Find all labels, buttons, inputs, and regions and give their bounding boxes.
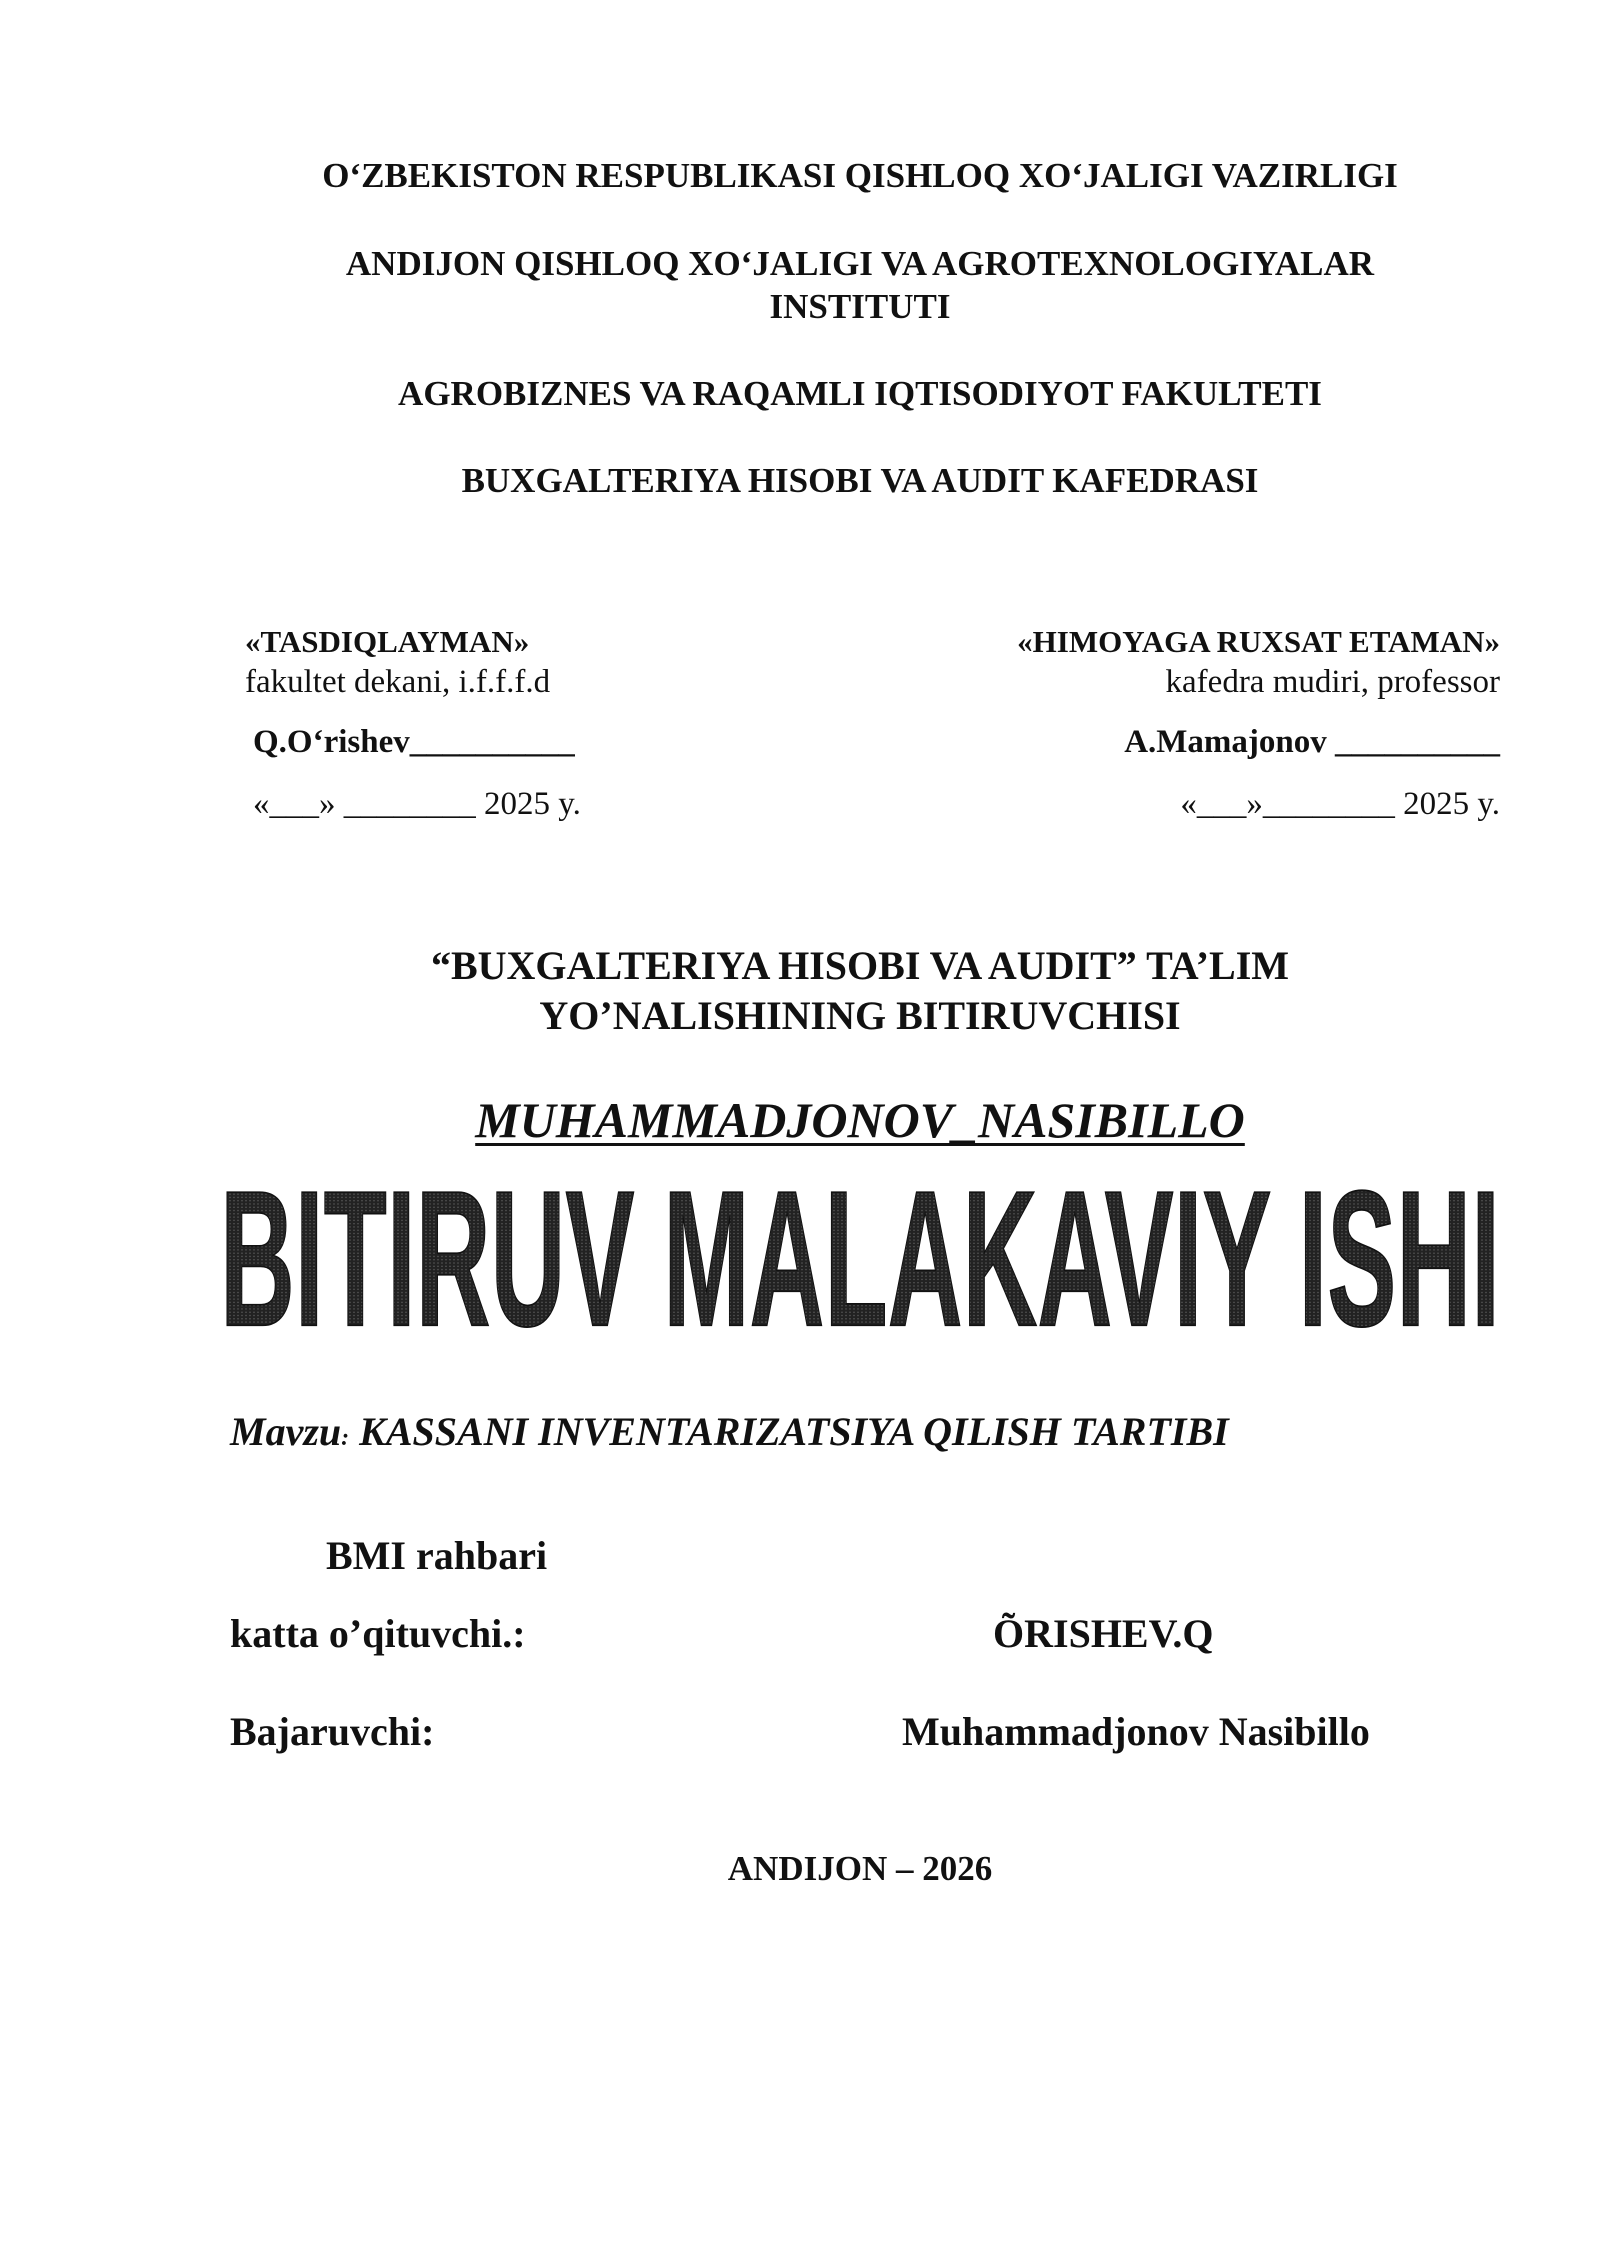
supervisor-label-line1: BMI rahbari	[326, 1533, 548, 1578]
approval-right-role: kafedra mudiri, professor	[1165, 664, 1500, 700]
faculty-heading: AGROBIZNES VA RAQAMLI IQTISODIYOT FAKULTETI	[398, 374, 1322, 413]
supervisor-label-line2: katta o’qituvchi.:	[230, 1611, 526, 1656]
work-title-text: BITIRUV MALAKAVIY ISHI	[220, 1150, 1501, 1367]
executor-name: Muhammadjonov Nasibillo	[902, 1709, 1370, 1754]
program-line1: “BUXGALTERIYA HISOBI VA AUDIT” TA’LIM	[430, 943, 1290, 988]
institute-heading-line2: INSTITUTI	[769, 287, 951, 326]
topic-text: KASSANI INVENTARIZATSIYA QILISH TARTIBI	[349, 1409, 1229, 1454]
approval-right-signature: A.Mamajonov __________	[1124, 724, 1500, 760]
institute-heading-line1: ANDIJON QISHLOQ XO‘JALIGI VA AGROTEXNOLOGIYALAR	[345, 244, 1375, 283]
ministry-heading: O‘ZBEKISTON RESPUBLIKASI QISHLOQ XO‘JALIGI VAZIRLIGI	[322, 156, 1398, 195]
approval-left-signature: Q.O‘rishev__________	[253, 724, 575, 760]
approval-left-heading: «TASDIQLAYMAN»	[245, 624, 530, 659]
approval-right-heading: «HIMOYAGA RUXSAT ETAMAN»	[1017, 624, 1500, 659]
approval-left-role: fakultet dekani, i.f.f.f.d	[245, 664, 551, 700]
work-title	[220, 1140, 1501, 1367]
student-name-title: MUHAMMADJONOV_NASIBILLO	[475, 1092, 1245, 1148]
approval-left-date: «___» ________ 2025 y.	[253, 786, 581, 822]
city-year: ANDIJON – 2026	[727, 1849, 993, 1888]
supervisor-name: ÕRISHEV.Q	[993, 1611, 1214, 1656]
department-heading: BUXGALTERIYA HISOBI VA AUDIT KAFEDRASI	[461, 461, 1259, 500]
executor-label: Bajaruvchi:	[230, 1709, 435, 1754]
approval-right-date: «___»________ 2025 y.	[1180, 786, 1500, 822]
topic-line	[230, 1408, 1229, 1462]
program-line2: YO’NALISHINING BITIRUVCHISI	[539, 993, 1181, 1038]
topic-colon: :	[341, 1425, 350, 1451]
topic-label: Mavzu	[230, 1409, 342, 1454]
